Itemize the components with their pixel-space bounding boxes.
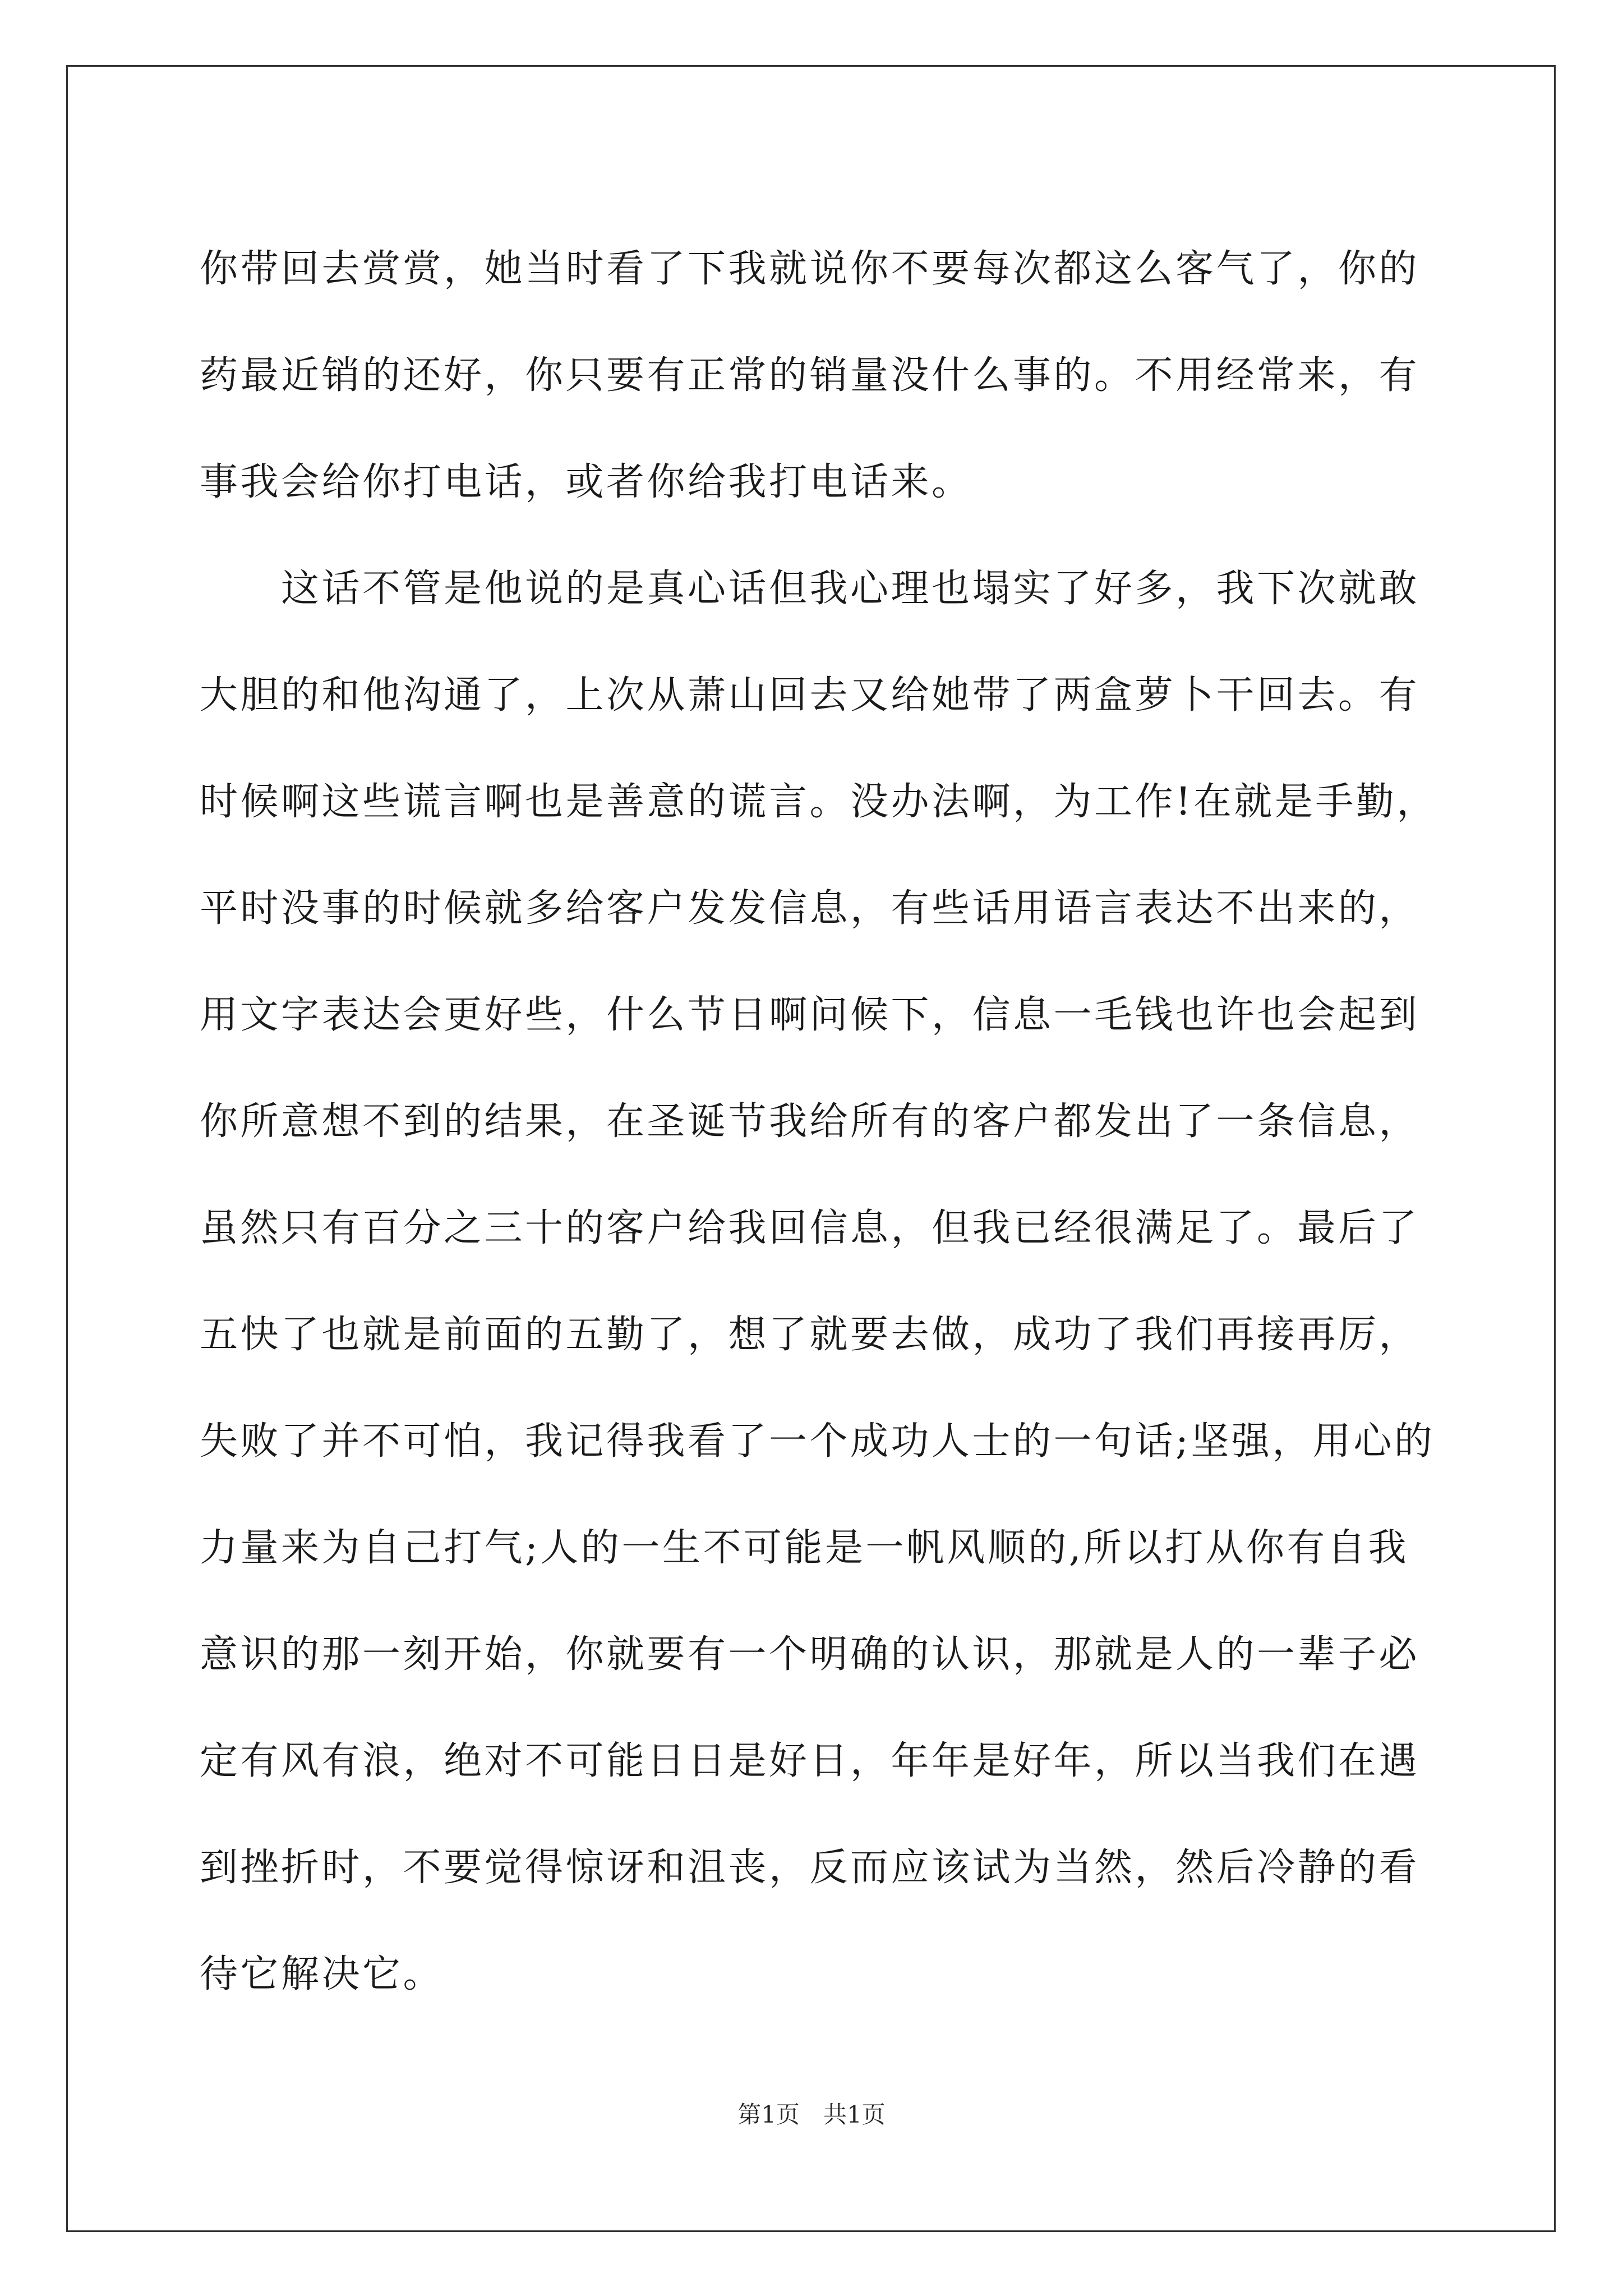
text-line: 到挫折时，不要觉得惊讶和沮丧，反而应该试为当然，然后冷静的看 [200,1846,1420,1890]
text-line: 你带回去赏赏，她当时看了下我就说你不要每次都这么客气了，你的 [200,247,1420,291]
text-line: 意识的那一刻开始，你就要有一个明确的认识，那就是人的一辈子必 [200,1632,1420,1677]
text-line: 失败了并不可怕，我记得我看了一个成功人士的一句话;坚强，用心的 [200,1419,1435,1464]
text-line: 事我会给你打电话，或者你给我打电话来。 [200,460,972,504]
text-line: 用文字表达会更好些，什么节日啊问候下，信息一毛钱也许也会起到 [200,993,1420,1037]
page-number-footer: 第1页 共1页 [737,2101,886,2128]
text-line: 五快了也就是前面的五勤了，想了就要去做，成功了我们再接再厉， [200,1313,1420,1357]
document-body [200,216,1437,2028]
text-line: 待它解决它。 [200,1952,444,1996]
text-line: 大胆的和他沟通了，上次从萧山回去又给她带了两盒萝卜干回去。有 [200,673,1420,717]
text-line: 虽然只有百分之三十的客户给我回信息，但我已经很满足了。最后了 [200,1206,1420,1250]
text-line: 力量来为自己打气;人的一生不可能是一帆风顺的,所以打从你有自我 [200,1526,1409,1570]
text-line: 定有风有浪，绝对不可能日日是好日，年年是好年，所以当我们在遇 [200,1739,1420,1783]
text-line: 平时没事的时候就多给客户发发信息，有些话用语言表达不出来的， [200,886,1420,931]
paragraph-start-line: 这话不管是他说的是真心话但我心理也塌实了好多，我下次就敢 [281,567,1420,611]
text-line: 时候啊这些谎言啊也是善意的谎言。没办法啊，为工作!在就是手勤， [200,780,1437,824]
text-line: 你所意想不到的结果，在圣诞节我给所有的客户都发出了一条信息， [200,1099,1420,1144]
text-line: 药最近销的还好，你只要有正常的销量没什么事的。不用经常来，有 [200,353,1420,398]
